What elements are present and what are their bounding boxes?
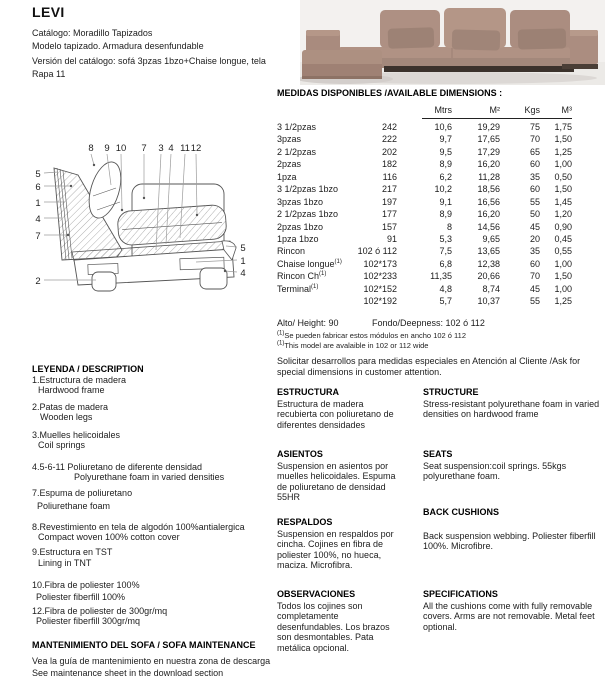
drawing-callout: 10 (115, 143, 127, 154)
table-row (277, 283, 573, 295)
legend-item-en: Hardwood frame (38, 385, 105, 395)
spec-asientos (277, 449, 399, 503)
cell-m3: 1,45 (554, 196, 572, 207)
cell-m2: 14,56 (477, 221, 500, 232)
drawing-callout: 3 (158, 143, 164, 154)
footnote-marker: (1) (277, 330, 285, 337)
legend-item-es: 2.Patas de madera (32, 402, 109, 412)
table-row (277, 208, 573, 220)
module-name: Terminal (277, 283, 312, 294)
cell-m2: 17,65 (477, 134, 500, 145)
cell-name (277, 245, 352, 257)
cell-name (277, 221, 352, 233)
table-row (277, 171, 573, 183)
cell-name (277, 171, 352, 183)
legend-item-es: 9.Estructura en TST (32, 547, 113, 557)
model-line: Modelo tapizado. Armadura desenfundable (32, 41, 204, 51)
cell-size: 222 (381, 134, 397, 145)
version-line: Versión del catálogo: sofá 3pzas 1bzo+Chaise longue, tela Rapa 11 (32, 56, 266, 79)
table-row (277, 270, 573, 282)
legend-item-es: 7.Espuma de poliuretano (32, 488, 133, 498)
table-row (277, 295, 573, 307)
legend-item-en: Poliester fiberfill 300gr/mq (36, 616, 141, 626)
spec-heading: STRUCTURE (423, 387, 479, 397)
cell-kgs: 70 (529, 271, 540, 282)
footnote-es-text: Se pueden fabricar estos módulos en ancho 102 ó 112 (284, 331, 466, 340)
col-kgs: Kgs (524, 105, 540, 115)
footnote-marker: (1) (277, 340, 285, 347)
drawing-callout: 1 (240, 256, 246, 267)
maintenance-heading: MANTENIMIENTO DEL SOFA / SOFA MAINTENANCE (32, 640, 256, 650)
cell-m3: 1,50 (554, 134, 572, 145)
cell-name (277, 233, 352, 245)
cell-name (277, 196, 352, 208)
table-row (277, 233, 573, 245)
spec-body: Suspension en asientos por muelles helicoidales. Espuma de poliuretano de densidad 55HR (277, 460, 396, 502)
cell-mtrs: 5,7 (439, 296, 452, 307)
drawing-callout: 4 (35, 214, 41, 225)
cell-size: 202 (381, 146, 397, 157)
cell-size: 177 (381, 209, 397, 220)
cell-m3: 1,50 (554, 271, 572, 282)
cell-name (277, 295, 352, 307)
cell-name (277, 121, 352, 133)
spec-specifications (423, 589, 605, 632)
spec-structure (423, 387, 601, 420)
table-row (277, 258, 573, 270)
spec-body: Suspension en respaldos por cincha. Cojines en fibra de poliester 100%, no hueca, maciza. Microfibra. (277, 528, 394, 570)
cell-m3: 1,00 (554, 258, 572, 269)
header-spacer (277, 105, 352, 115)
footnote-en-text: This model are avalaible in 102 or 112 wide (284, 341, 429, 350)
cell-m2: 12,38 (477, 258, 500, 269)
cell-name (277, 158, 352, 170)
cell-size: 242 (381, 122, 397, 132)
module-name: 2 1/2pzas (277, 146, 317, 157)
legend-item-en: Poliester fiberfill 100% (36, 592, 126, 602)
cell-m3: 0,45 (554, 233, 572, 244)
module-name: 2 1/2pzas 1bzo (277, 209, 339, 220)
page-title: LEVI (32, 4, 65, 20)
cell-m3: 1,50 (554, 184, 572, 195)
cell-size: 102*173 (363, 258, 397, 269)
table-row (277, 146, 573, 158)
spec-heading: BACK CUSHIONS (423, 507, 500, 517)
cell-name (277, 258, 352, 270)
module-name: 3 1/2pzas 1bzo (277, 184, 339, 195)
cell-kgs: 50 (529, 209, 540, 220)
cell-name (277, 270, 352, 282)
cell-m2: 13,65 (477, 246, 500, 257)
cell-kgs: 70 (529, 134, 540, 145)
cell-kgs: 75 (529, 122, 540, 132)
spec-heading: RESPALDOS (277, 517, 333, 527)
height-label: Alto/ Height: 90 (277, 318, 339, 328)
frame-drawing-image (8, 138, 270, 304)
catalog-line: Catálogo: Moradillo Tapizados (32, 28, 153, 38)
legend-item-es: 3.Muelles helicoidales (32, 430, 121, 440)
module-name: 3pzas 1bzo (277, 196, 324, 207)
legend-heading: LEYENDA / DESCRIPTION (32, 364, 144, 374)
cell-kgs: 20 (529, 233, 540, 244)
cell-kgs: 60 (529, 159, 540, 170)
legend-item-es: 4.5-6-11 Poliuretano de diferente densidad (32, 462, 202, 472)
table-row (277, 121, 573, 133)
footnote-ref: (1) (319, 271, 327, 278)
cell-m3: 1,25 (554, 146, 572, 157)
spec-body: Back suspension webbing. Poliester fiberfill 100%. Microfibre. (423, 530, 596, 551)
drawing-callout: 5 (35, 169, 41, 180)
cell-kgs: 55 (529, 196, 540, 207)
cell-m3: 0,90 (554, 221, 572, 232)
drawing-callout: 11 (180, 143, 190, 154)
module-name: 3 1/2pzas (277, 122, 317, 132)
cell-name (277, 208, 352, 220)
legend-item-es: 1.Estructura de madera (32, 375, 127, 385)
cell-mtrs: 9,5 (439, 146, 452, 157)
cell-name (277, 133, 352, 145)
sofa-photo (300, 0, 605, 85)
dimensions-table-header (277, 105, 573, 115)
legend-item-en: Polyurethane foam in varied densities (74, 472, 225, 482)
col-m2: M² (489, 105, 500, 115)
spec-body: Seat suspension:coil springs. 55kgs polyurethane foam. (423, 460, 567, 481)
cell-m3: 1,00 (554, 159, 572, 170)
cell-mtrs: 6,8 (439, 258, 452, 269)
cell-size: 116 (382, 171, 397, 182)
dimensions-table-body (277, 121, 573, 308)
cell-size: 157 (381, 221, 397, 232)
cell-m3: 0,50 (554, 171, 572, 182)
cell-m3: 1,25 (554, 296, 572, 307)
cell-size: 102 ó 112 (357, 246, 397, 257)
drawing-callout: 7 (141, 143, 147, 154)
special-dimensions-note: Solicitar desarrollos para medidas especiales en Atención al Cliente /Ask for special dimensions in customer attention. (277, 356, 581, 377)
spec-observaciones (277, 589, 399, 653)
cell-kgs: 65 (529, 146, 540, 157)
cell-kgs: 45 (529, 221, 540, 232)
table-row (277, 158, 573, 170)
cell-size: 102*152 (363, 283, 397, 294)
cell-m2: 8,74 (482, 283, 500, 294)
legend-item-en: Poliurethane foam (37, 501, 111, 511)
module-name: 2pzas (277, 159, 302, 170)
sofa-photo-image (300, 0, 605, 85)
drawing-callout: 4 (240, 268, 246, 279)
header-spacer (352, 105, 397, 115)
cell-mtrs: 5,3 (439, 233, 452, 244)
drawing-callout: 8 (88, 143, 94, 154)
spec-heading: ASIENTOS (277, 449, 323, 459)
module-name: Chaise longue (277, 258, 335, 269)
footnote-ref: (1) (334, 258, 342, 265)
footnote-es (277, 331, 466, 340)
drawing-callout: 4 (168, 143, 174, 154)
cell-m2: 17,29 (477, 146, 500, 157)
cell-kgs: 55 (529, 296, 540, 307)
module-name: Rincon Ch (277, 271, 320, 282)
spec-back-cushions (423, 507, 601, 552)
cell-m2: 16,56 (477, 196, 500, 207)
cell-mtrs: 10,6 (434, 122, 452, 132)
spec-heading: ESTRUCTURA (277, 387, 339, 397)
module-name: 1pza (277, 171, 297, 182)
cell-m2: 20,66 (477, 271, 500, 282)
cell-name (277, 183, 352, 195)
spec-seats (423, 449, 601, 482)
cell-m2: 10,37 (477, 296, 500, 307)
col-m3: M³ (561, 105, 572, 115)
cell-mtrs: 11,35 (430, 271, 452, 282)
cell-mtrs: 8,9 (439, 159, 452, 170)
cell-name (277, 283, 352, 295)
footnote-ref: (1) (311, 283, 319, 290)
drawing-callout: 1 (35, 198, 41, 209)
module-name: 3pzas (277, 134, 302, 145)
module-name: 2pzas 1bzo (277, 221, 324, 232)
cell-kgs: 35 (529, 171, 540, 182)
cell-kgs: 60 (529, 184, 540, 195)
spec-respaldos (277, 517, 399, 571)
module-name: 1pza 1bzo (277, 233, 319, 244)
drawing-callout: 12 (190, 143, 202, 154)
cell-size: 182 (381, 159, 397, 170)
spec-estructura (277, 387, 399, 430)
cell-m2: 11,28 (478, 171, 500, 182)
module-name: Rincon (277, 246, 306, 257)
cell-m3: 1,00 (554, 283, 572, 294)
dimensions-heading: MEDIDAS DISPONIBLES /AVAILABLE DIMENSIONS : (277, 88, 503, 98)
spec-body: Stress-resistant polyurethane foam in varied densities on hardwood frame (423, 398, 600, 419)
cell-mtrs: 8 (446, 221, 452, 232)
cell-m2: 18,56 (477, 184, 500, 195)
cell-mtrs: 8,9 (439, 209, 452, 220)
header-rule (422, 118, 572, 119)
cell-name (277, 146, 352, 158)
cell-mtrs: 6,2 (439, 171, 452, 182)
drawing-callout: 7 (35, 231, 41, 242)
drawing-callout: 5 (240, 243, 246, 254)
cell-size: 217 (381, 184, 397, 195)
table-row (277, 245, 573, 257)
cell-m2: 9,65 (482, 233, 500, 244)
spec-heading: SPECIFICATIONS (423, 589, 498, 599)
cell-m3: 1,75 (554, 122, 572, 132)
spec-body: All the cushions come with fully removable covers. Arms are not removable. Metal feet optional. (423, 600, 595, 632)
maintenance-es: Vea la guía de mantenimiento en nuestra zona de descarga (32, 656, 271, 666)
cell-mtrs: 4,8 (439, 283, 452, 294)
cell-size: 197 (381, 196, 397, 207)
drawing-callout: 6 (35, 182, 41, 193)
table-row (277, 221, 573, 233)
table-row (277, 133, 573, 145)
spec-heading: SEATS (423, 449, 453, 459)
table-row (277, 183, 573, 195)
cell-m3: 1,20 (554, 209, 572, 220)
cell-mtrs: 9,1 (439, 196, 452, 207)
cell-m2: 19,29 (477, 122, 500, 132)
depth-label: Fondo/Deepness: 102 ó 112 (372, 318, 485, 328)
spec-body: Estructura de madera recubierta con poliuretano de diferentes densidades (277, 398, 394, 430)
legend-item-es: 12.Fibra de poliester de 300gr/mq (32, 606, 168, 616)
cell-kgs: 45 (529, 283, 540, 294)
legend-item-en: Lining in TNT (38, 558, 92, 568)
col-mtrs: Mtrs (434, 105, 452, 115)
table-row (277, 196, 573, 208)
spec-heading: OBSERVACIONES (277, 589, 356, 599)
cell-mtrs: 7,5 (439, 246, 452, 257)
cell-size: 91 (386, 233, 397, 244)
legend-item-es: 8.Revestimiento en tela de algodón 100%antialergica (32, 522, 245, 532)
maintenance-en: See maintenance sheet in the download section (32, 668, 224, 678)
legend-item-en: Coil springs (38, 440, 86, 450)
drawing-callout: 2 (35, 276, 41, 287)
drawing-callout: 9 (104, 143, 110, 154)
cell-mtrs: 9,7 (439, 134, 452, 145)
cell-size: 102*233 (363, 271, 397, 282)
cell-m2: 16,20 (477, 159, 500, 170)
cell-m2: 16,20 (477, 209, 500, 220)
legend-item-en: Compact woven 100% cotton cover (38, 532, 180, 542)
cell-m3: 0,55 (554, 246, 572, 257)
cell-mtrs: 10,2 (434, 184, 452, 195)
frame-cross-section-drawing (8, 138, 270, 304)
spec-body: Todos los cojines son completamente desenfundables. Los brazos son desmontables. Pata metálica opcional. (277, 600, 390, 653)
footnote-en (277, 341, 428, 350)
legend-item-en: Wooden legs (40, 412, 93, 422)
cell-size: 102*192 (363, 296, 397, 307)
legend-item-es: 10.Fibra de poliester 100% (32, 580, 140, 590)
cell-kgs: 60 (529, 258, 540, 269)
cell-kgs: 35 (529, 246, 540, 257)
